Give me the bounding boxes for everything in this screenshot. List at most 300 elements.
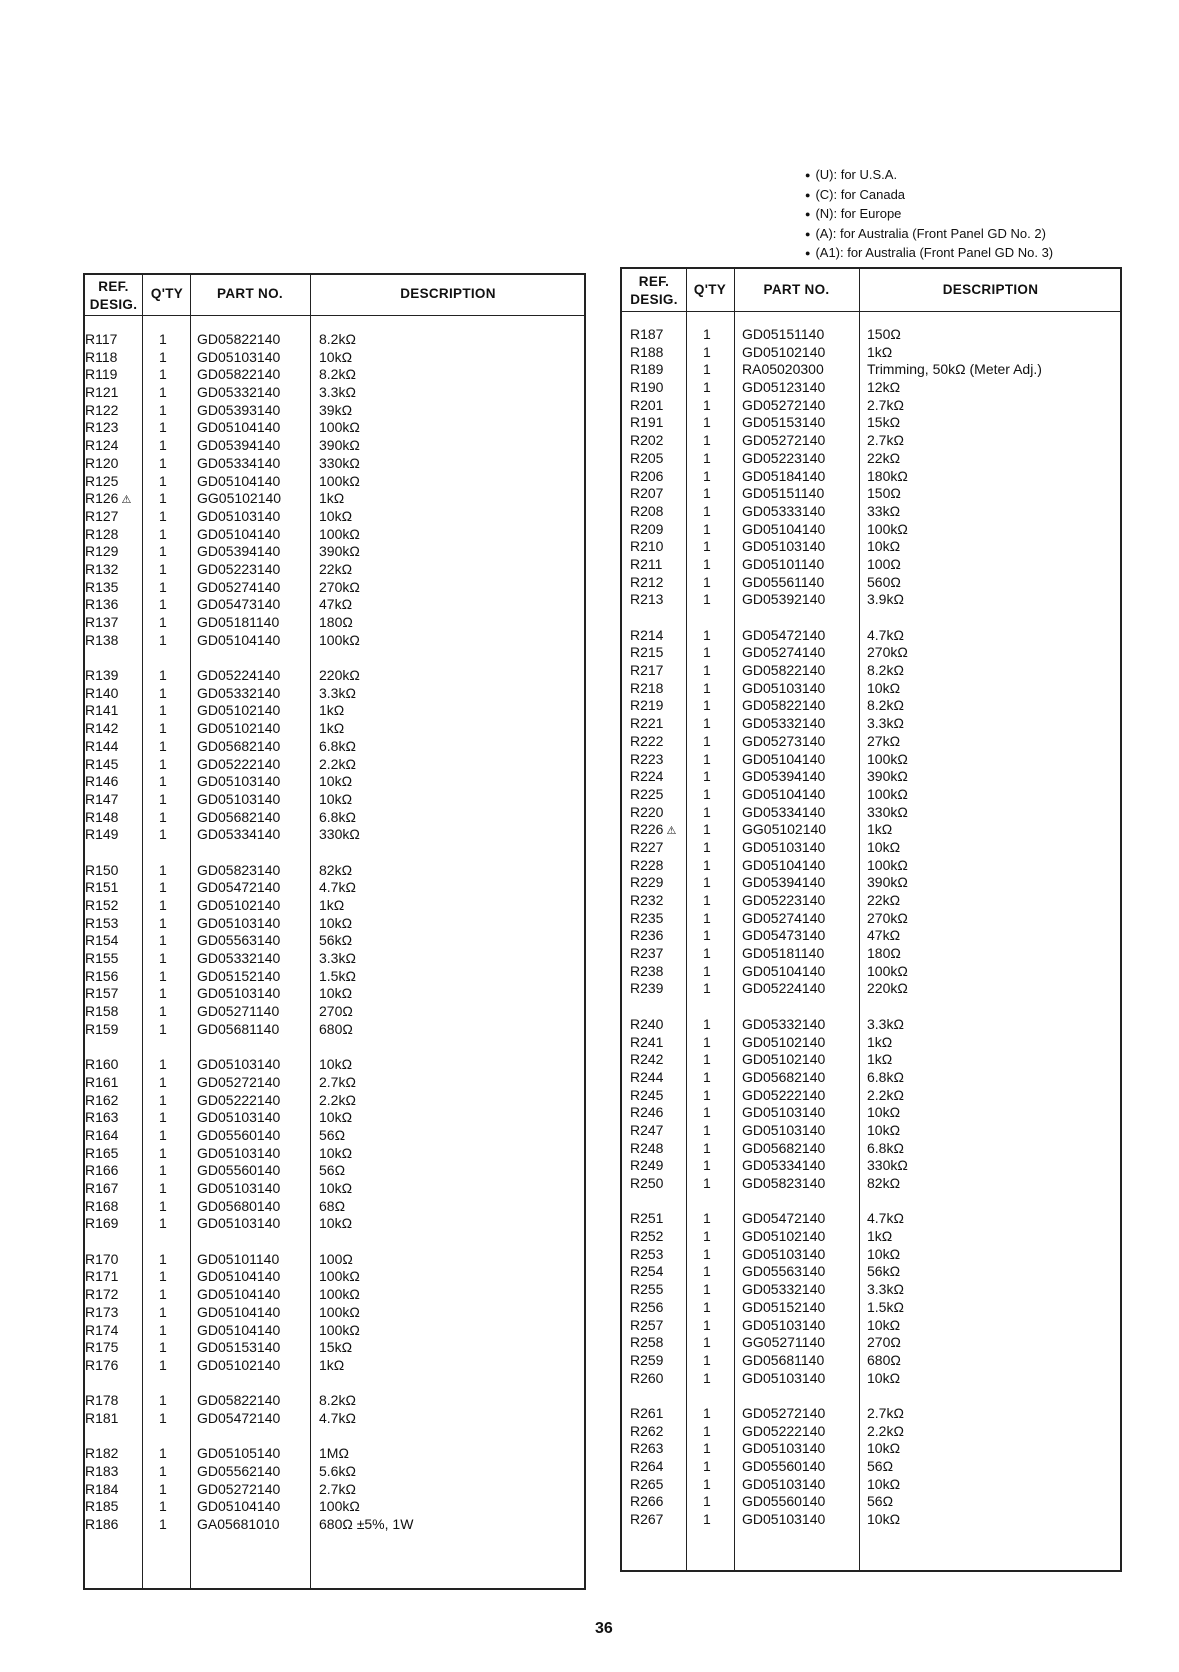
qty-cell: 1 <box>703 732 711 749</box>
qty-cell: 1 <box>159 348 167 365</box>
ref-desig-cell: R207 <box>630 485 664 502</box>
qty-cell: 1 <box>159 384 167 401</box>
ref-desig-cell: R225 <box>630 785 664 802</box>
description-cell: 10kΩ <box>867 1121 901 1138</box>
part-row <box>85 349 584 367</box>
part-row <box>622 414 1120 432</box>
qty-cell: 1 <box>703 538 711 555</box>
description-cell: 330kΩ <box>319 454 360 471</box>
safety-warning-icon: ⚠ <box>666 825 677 838</box>
description-cell: 8.2kΩ <box>867 662 904 679</box>
ref-desig-cell: R254 <box>630 1263 664 1280</box>
part-no-cell: GD05104140 <box>197 472 281 489</box>
part-row <box>85 1286 584 1304</box>
ref-desig-cell: R189 <box>630 361 664 378</box>
ref-desig-cell: R205 <box>630 449 664 466</box>
description-cell: 330kΩ <box>867 803 908 820</box>
description-cell: 22kΩ <box>867 892 901 908</box>
qty-cell: 1 <box>159 1268 167 1285</box>
part-no-cell: GD05332140 <box>742 1281 826 1298</box>
description-cell: 1kΩ <box>867 1051 893 1068</box>
row-spacer <box>622 609 1120 627</box>
qty-cell: 1 <box>159 1303 167 1320</box>
part-row <box>85 1074 584 1092</box>
qty-cell: 1 <box>703 1493 711 1510</box>
qty-cell: 1 <box>703 821 711 838</box>
part-no-cell: GD05103140 <box>197 1056 281 1073</box>
description-cell: 68Ω <box>319 1197 346 1214</box>
header-description: DESCRIPTION <box>942 282 1039 297</box>
ref-desig-cell: R171 <box>85 1268 119 1285</box>
header-qty: Q'TY <box>693 282 727 297</box>
qty-cell: 1 <box>703 803 711 820</box>
description-cell: 100kΩ <box>319 1498 360 1515</box>
qty-cell: 1 <box>159 790 167 807</box>
qty-cell: 1 <box>159 1144 167 1161</box>
qty-cell: 1 <box>703 1369 711 1386</box>
part-no-cell: GD05272140 <box>742 432 826 449</box>
qty-cell: 1 <box>159 472 167 489</box>
part-no-cell: GD05272140 <box>197 1073 281 1090</box>
qty-cell: 1 <box>703 1121 711 1138</box>
description-cell: 390kΩ <box>867 874 908 891</box>
part-row <box>622 503 1120 521</box>
qty-cell: 1 <box>703 1475 711 1492</box>
part-no-cell: GD05223140 <box>197 560 281 577</box>
description-cell: 8.2kΩ <box>319 366 356 383</box>
part-no-cell: GD05560140 <box>197 1126 281 1143</box>
header-ref-desig <box>622 273 686 309</box>
ref-desig-cell: R140 <box>85 684 119 701</box>
description-cell: 4.7kΩ <box>319 879 356 896</box>
ref-desig-cell: R222 <box>630 732 664 749</box>
qty-cell: 1 <box>703 856 711 873</box>
qty-cell: 1 <box>703 520 711 537</box>
part-no-cell: GD05103140 <box>742 679 826 696</box>
part-row <box>85 1127 584 1145</box>
part-no-cell: GD05103140 <box>197 1144 281 1161</box>
description-cell: 10kΩ <box>867 838 901 855</box>
part-no-cell: GD05394140 <box>742 874 826 891</box>
description-cell: 3.3kΩ <box>867 1281 904 1298</box>
part-no-cell: GG05102140 <box>197 490 282 507</box>
description-cell: 15kΩ <box>867 414 901 431</box>
part-row <box>622 733 1120 751</box>
part-row <box>85 826 584 844</box>
qty-cell: 1 <box>703 874 711 891</box>
description-cell: 3.3kΩ <box>319 384 356 401</box>
part-no-cell: GD05153140 <box>197 1339 281 1356</box>
ref-desig-cell: R163 <box>85 1109 119 1126</box>
description-cell: 270kΩ <box>867 909 908 926</box>
ref-desig-cell: R238 <box>630 962 664 979</box>
part-row <box>622 379 1120 397</box>
part-no-cell: GD05222140 <box>742 1086 826 1103</box>
part-row <box>622 1157 1120 1175</box>
part-no-cell: GD05103140 <box>742 1245 826 1262</box>
ref-desig-cell: R139 <box>85 667 119 684</box>
description-cell: 10kΩ <box>867 538 901 555</box>
qty-cell: 1 <box>159 932 167 949</box>
part-row <box>622 839 1120 857</box>
part-no-cell: GD05563140 <box>197 932 281 949</box>
description-cell: 27kΩ <box>867 732 901 749</box>
ref-desig-cell: R119 <box>85 366 118 383</box>
description-cell: 270Ω <box>867 1334 901 1351</box>
part-row <box>622 892 1120 910</box>
qty-cell: 1 <box>703 662 711 679</box>
description-cell: 1kΩ <box>319 897 345 913</box>
qty-cell: 1 <box>703 980 711 997</box>
qty-cell: 1 <box>159 1339 167 1356</box>
row-spacer <box>622 1387 1120 1405</box>
part-row <box>85 862 584 880</box>
part-no-cell: GD05104140 <box>742 520 826 537</box>
part-no-cell: GD05103140 <box>742 1511 826 1528</box>
part-no-cell: GD05334140 <box>197 826 281 843</box>
header-rule <box>622 311 1120 312</box>
ref-desig-cell: R158 <box>85 1003 119 1020</box>
ref-desig-cell: R120 <box>85 454 119 471</box>
header-ref-line1: REF. <box>638 274 670 289</box>
description-cell: 56Ω <box>319 1126 346 1143</box>
part-no-cell: GD05104140 <box>197 419 281 436</box>
part-row <box>622 1405 1120 1423</box>
description-cell: 100kΩ <box>867 856 908 873</box>
description-cell: 270Ω <box>319 1003 353 1020</box>
part-no-cell: GD05473140 <box>197 596 281 613</box>
part-no-cell: GD05103140 <box>197 348 281 365</box>
ref-desig-cell: R244 <box>630 1068 664 1085</box>
part-no-cell: GD05103140 <box>197 1180 281 1196</box>
ref-desig-cell: R183 <box>85 1463 119 1479</box>
description-cell: 10kΩ <box>867 1475 901 1492</box>
part-row <box>85 1021 584 1039</box>
part-row <box>85 1180 584 1198</box>
part-no-cell: GD05102140 <box>197 1356 281 1373</box>
qty-cell: 1 <box>703 644 711 661</box>
description-cell: 10kΩ <box>319 1180 353 1196</box>
description-cell: 560Ω <box>867 573 901 590</box>
ref-desig-cell: R236 <box>630 927 664 944</box>
part-row <box>85 1251 584 1269</box>
qty-cell: 1 <box>703 1511 711 1528</box>
ref-desig-cell: R167 <box>85 1180 119 1196</box>
description-cell: 10kΩ <box>319 773 353 790</box>
qty-cell: 1 <box>703 396 711 413</box>
description-cell: 2.2kΩ <box>867 1086 904 1103</box>
part-row <box>622 1069 1120 1087</box>
part-no-cell: GD05104140 <box>742 962 826 979</box>
qty-cell: 1 <box>159 454 167 471</box>
part-row <box>622 485 1120 503</box>
part-no-cell: GD05472140 <box>197 1409 281 1426</box>
part-row <box>85 455 584 473</box>
ref-desig-cell: R209 <box>630 520 664 537</box>
part-row <box>622 521 1120 539</box>
ref-desig-cell: R224 <box>630 768 664 785</box>
part-row <box>622 1140 1120 1158</box>
qty-cell: 1 <box>703 1068 711 1085</box>
ref-desig-cell: R227 <box>630 838 664 855</box>
ref-desig-cell: R129 <box>85 543 119 560</box>
part-row <box>622 468 1120 486</box>
part-no-cell: GD05562140 <box>197 1463 281 1479</box>
qty-cell: 1 <box>703 1281 711 1298</box>
part-row <box>85 1162 584 1180</box>
ref-desig-cell: R150 <box>85 861 119 878</box>
description-cell: 39kΩ <box>319 401 353 418</box>
part-row <box>85 366 584 384</box>
part-row <box>85 702 584 720</box>
part-row <box>622 821 1120 839</box>
qty-cell: 1 <box>703 892 711 908</box>
part-row <box>622 344 1120 362</box>
description-cell: 56kΩ <box>319 932 353 949</box>
description-cell: 56Ω <box>867 1493 894 1510</box>
qty-cell: 1 <box>159 1197 167 1214</box>
part-row <box>622 980 1120 998</box>
qty-cell: 1 <box>703 945 711 962</box>
part-no-cell: GD05224140 <box>197 667 281 684</box>
qty-cell: 1 <box>159 543 167 560</box>
ref-desig-cell: R122 <box>85 401 119 418</box>
part-row <box>85 1145 584 1163</box>
part-no-cell: GD05123140 <box>742 379 826 396</box>
part-no-cell: GD05823140 <box>742 1175 826 1191</box>
description-cell: 1kΩ <box>867 343 893 360</box>
part-row <box>85 543 584 561</box>
header-description: DESCRIPTION <box>400 286 496 301</box>
ref-desig-cell: R219 <box>630 697 664 714</box>
qty-cell: 1 <box>703 1351 711 1368</box>
part-no-cell: GD05104140 <box>197 1286 281 1303</box>
part-row <box>622 927 1120 945</box>
qty-cell: 1 <box>703 1139 711 1156</box>
description-cell: 2.7kΩ <box>867 396 904 413</box>
ref-desig-cell: R144 <box>85 737 119 754</box>
description-cell: 47kΩ <box>319 596 353 613</box>
description-cell: 3.3kΩ <box>319 684 356 701</box>
part-row <box>85 685 584 703</box>
legend-item-canada: ● (C): for Canada <box>805 186 1053 206</box>
qty-cell: 1 <box>703 555 711 572</box>
description-cell: 1.5kΩ <box>319 967 356 984</box>
part-row <box>85 614 584 632</box>
part-no-cell: GD05151140 <box>742 326 825 342</box>
description-cell: 1kΩ <box>319 702 345 719</box>
ref-desig-cell: R267 <box>630 1511 664 1528</box>
part-row <box>85 596 584 614</box>
qty-cell: 1 <box>703 1440 711 1457</box>
parts-rows-right <box>622 326 1120 1529</box>
row-spacer <box>85 1428 584 1446</box>
safety-warning-icon: ⚠ <box>121 494 132 507</box>
part-no-cell: GD05822140 <box>197 366 281 383</box>
description-cell: 100kΩ <box>319 631 360 648</box>
ref-desig-cell: R259 <box>630 1351 664 1368</box>
qty-cell: 1 <box>159 1162 167 1179</box>
part-row <box>85 968 584 986</box>
ref-desig-cell: R214 <box>630 626 664 643</box>
qty-cell: 1 <box>159 1392 167 1409</box>
qty-cell: 1 <box>703 1157 711 1174</box>
part-row <box>622 1016 1120 1034</box>
part-no-cell: GD05472140 <box>742 1210 826 1227</box>
ref-desig-cell: R239 <box>630 980 664 997</box>
part-no-cell: GD05823140 <box>197 861 281 878</box>
description-cell: 1kΩ <box>319 490 345 507</box>
qty-cell: 1 <box>159 331 167 347</box>
qty-cell: 1 <box>703 1175 711 1191</box>
part-row <box>85 1322 584 1340</box>
part-row <box>622 680 1120 698</box>
part-row <box>622 1034 1120 1052</box>
qty-cell: 1 <box>703 449 711 466</box>
row-spacer <box>622 1193 1120 1211</box>
part-no-cell: GD05822140 <box>197 331 281 347</box>
description-cell: 10kΩ <box>319 790 353 807</box>
part-no-cell: GD05394140 <box>742 768 826 785</box>
qty-cell: 1 <box>703 1298 711 1315</box>
ref-desig-cell: R123 <box>85 419 119 436</box>
description-cell: 2.2kΩ <box>319 755 356 772</box>
part-row <box>85 1056 584 1074</box>
ref-desig-cell: R211 <box>630 555 663 572</box>
part-no-cell: GD05472140 <box>742 626 826 643</box>
ref-desig-cell: R168 <box>85 1197 119 1214</box>
ref-desig-cell: R202 <box>630 432 664 449</box>
description-cell: 82kΩ <box>867 1175 901 1191</box>
parts-table-right <box>620 267 1122 1572</box>
part-no-cell: GD05103140 <box>742 1121 826 1138</box>
description-cell: 330kΩ <box>319 826 360 843</box>
description-cell: 15kΩ <box>319 1339 353 1356</box>
part-row <box>622 644 1120 662</box>
ref-desig-cell: R263 <box>630 1440 664 1457</box>
part-no-cell: GD05560140 <box>742 1458 826 1474</box>
part-no-cell: GG05102140 <box>742 821 827 838</box>
part-no-cell: GD05271140 <box>197 1003 280 1020</box>
qty-cell: 1 <box>159 702 167 719</box>
parts-rows-left <box>85 331 584 1534</box>
part-no-cell: GD05332140 <box>197 684 281 701</box>
part-no-cell: GD05104140 <box>197 1498 281 1515</box>
description-cell: 1kΩ <box>319 1356 345 1373</box>
part-no-cell: GD05102140 <box>197 720 281 737</box>
description-cell: 4.7kΩ <box>319 1409 356 1426</box>
part-row <box>85 632 584 650</box>
part-row <box>85 579 584 597</box>
part-row <box>85 1198 584 1216</box>
qty-cell: 1 <box>703 1104 711 1121</box>
ref-desig-cell: R126 ⚠ <box>85 490 132 507</box>
description-cell: 100kΩ <box>319 1286 360 1303</box>
part-no-cell: GD05181140 <box>197 614 280 630</box>
part-no-cell: GD05103140 <box>742 1104 826 1121</box>
description-cell: 3.3kΩ <box>867 715 904 732</box>
ref-desig-cell: R151 <box>85 879 119 896</box>
row-spacer <box>85 844 584 862</box>
part-row <box>622 1476 1120 1494</box>
qty-cell: 1 <box>159 950 167 967</box>
ref-desig-cell: R228 <box>630 856 664 873</box>
part-row <box>85 915 584 933</box>
part-no-cell: GD05274140 <box>742 644 826 661</box>
ref-desig-cell: R242 <box>630 1051 664 1068</box>
ref-desig-cell: R248 <box>630 1139 664 1156</box>
ref-desig-cell: R241 <box>630 1033 664 1050</box>
description-cell: 2.7kΩ <box>319 1480 356 1497</box>
part-row <box>622 1370 1120 1388</box>
part-no-cell: GD05223140 <box>742 449 826 466</box>
qty-cell: 1 <box>159 1180 167 1196</box>
ref-desig-cell: R160 <box>85 1056 119 1073</box>
description-cell: 6.8kΩ <box>319 737 356 754</box>
part-no-cell: GD05272140 <box>197 1480 281 1497</box>
description-cell: 56Ω <box>319 1162 346 1179</box>
ref-desig-cell: R181 <box>85 1409 119 1426</box>
qty-cell: 1 <box>159 1215 167 1232</box>
part-row <box>85 1463 584 1481</box>
part-no-cell: GD05222140 <box>197 755 281 772</box>
ref-desig-cell: R262 <box>630 1422 664 1439</box>
part-row <box>85 1268 584 1286</box>
part-no-cell: GD05151140 <box>742 485 825 502</box>
qty-cell: 1 <box>159 1250 167 1267</box>
part-no-cell: GD05103140 <box>742 1369 826 1386</box>
part-no-cell: GD05682140 <box>197 737 281 754</box>
ref-desig-cell: R165 <box>85 1144 119 1161</box>
qty-cell: 1 <box>159 985 167 1002</box>
part-no-cell: GD05103140 <box>742 1475 826 1492</box>
part-row <box>85 1109 584 1127</box>
qty-cell: 1 <box>159 1003 167 1020</box>
part-row <box>85 561 584 579</box>
row-spacer <box>85 1039 584 1057</box>
part-no-cell: GD05184140 <box>742 467 826 484</box>
ref-desig-cell: R201 <box>630 396 664 413</box>
header-ref-line1: REF. <box>98 279 129 294</box>
ref-desig-cell: R245 <box>630 1086 664 1103</box>
part-no-cell: GD05682140 <box>742 1139 826 1156</box>
ref-desig-cell: R232 <box>630 892 664 908</box>
ref-desig-cell: R185 <box>85 1498 119 1515</box>
legend-item-europe: ● (N): for Europe <box>805 205 1053 225</box>
qty-cell: 1 <box>159 1516 167 1533</box>
ref-desig-cell: R184 <box>85 1480 119 1497</box>
part-no-cell: GD05563140 <box>742 1263 826 1280</box>
qty-cell: 1 <box>703 1245 711 1262</box>
part-row <box>622 1317 1120 1335</box>
description-cell: 22kΩ <box>867 449 901 466</box>
part-no-cell: GD05102140 <box>197 897 281 913</box>
qty-cell: 1 <box>159 667 167 684</box>
part-row <box>85 985 584 1003</box>
ref-desig-cell: R173 <box>85 1303 119 1320</box>
part-no-cell: GD05181140 <box>742 945 825 962</box>
part-row <box>85 879 584 897</box>
part-no-cell: GD05682140 <box>197 808 281 825</box>
part-row <box>622 1493 1120 1511</box>
part-row <box>622 1263 1120 1281</box>
ref-desig-cell: R156 <box>85 967 119 984</box>
ref-desig-cell: R237 <box>630 945 664 962</box>
description-cell: 220kΩ <box>867 980 908 997</box>
part-no-cell: GD05101140 <box>742 555 825 572</box>
part-row <box>85 508 584 526</box>
part-row <box>622 1246 1120 1264</box>
